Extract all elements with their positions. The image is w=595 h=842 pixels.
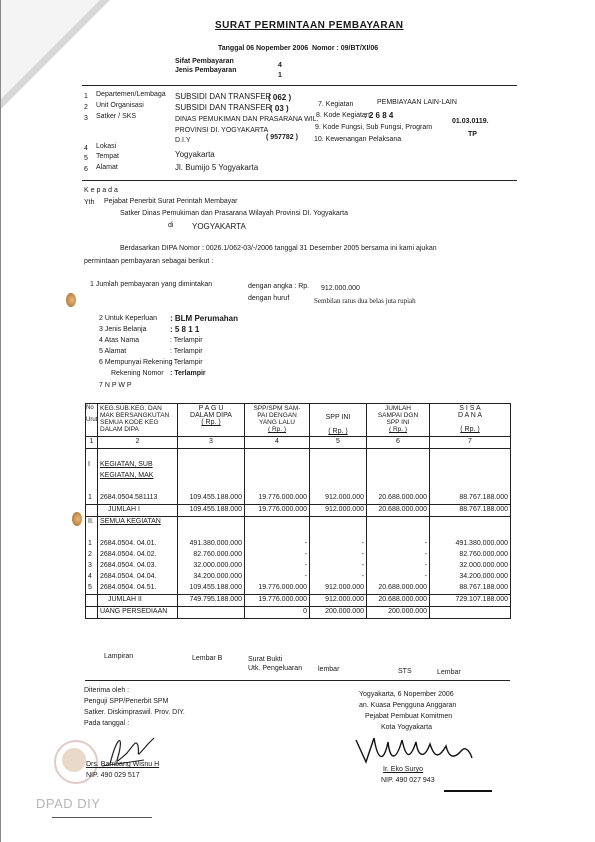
header-rp: ( Rp. ): [328, 428, 348, 435]
row-pagu: 109.455.188.000: [178, 493, 245, 505]
table-row: [86, 539, 511, 550]
alamat-label: Alamat: [96, 164, 118, 171]
total-lalu: 19.776.000.000: [245, 595, 310, 607]
body-text-line-1: Berdasarkan DIPA Nomor : 0026.1/062-03/-/2006 tanggal 31 Desember 2005 bersama ini kami ajukan: [120, 245, 437, 252]
persediaan-ini: 200.000.000: [310, 607, 367, 619]
satker-code: ( 957782 ): [266, 134, 298, 141]
receiver-line-2: Penguji SPP/Penerbit SPM: [84, 698, 169, 705]
huruf-label: dengan huruf: [248, 295, 290, 302]
departemen-code: ( 062 ): [268, 93, 292, 102]
persediaan-label: UANG PERSEDIAAN: [98, 607, 178, 619]
header-rp: ( Rp. ): [388, 426, 408, 433]
col-number: 3: [178, 437, 245, 449]
row-sisa: 32.000.000.000: [430, 561, 511, 572]
kode-fungsi-value: 01.03.0119.: [452, 118, 489, 125]
departemen-label: Departemen/Lembaga: [96, 91, 166, 98]
lampiran-sts: STS: [398, 668, 412, 675]
col-number: 6: [367, 437, 430, 449]
tempat-label: Tempat: [96, 153, 119, 160]
row-jumlah: -: [367, 561, 430, 572]
total-label: JUMLAH I: [98, 505, 178, 517]
alamat-detail-value: : Terlampir: [170, 348, 203, 355]
info-no: 1: [84, 93, 88, 100]
total-jumlah: 20.688.000.000: [367, 505, 430, 517]
kode-kegiatan-label: 8. Kode Kegiatan: [316, 112, 370, 119]
info-top-rule: [82, 85, 517, 86]
row-code: 2684.0504.581113: [98, 493, 178, 505]
row-number: 1: [86, 493, 98, 505]
row-ini: -: [310, 539, 367, 550]
atas-nama-value: : Terlampir: [170, 337, 203, 344]
watermark-text: DPAD DIY: [36, 796, 101, 811]
recipient-city: YOGYAKARTA: [192, 222, 246, 231]
row-pagu: 491.380.000.000: [178, 539, 245, 550]
table-row: [86, 482, 511, 493]
payment-label: 1 Jumlah pembayaran yang dimintakan: [90, 281, 213, 288]
row-pagu: 34.200.000.000: [178, 572, 245, 583]
row-code: 2684.0504. 04.03.: [98, 561, 178, 572]
jenis-value: 1: [278, 72, 282, 79]
table-total-row: [86, 505, 511, 517]
row-sisa: 88.767.188.000: [430, 583, 511, 595]
huruf-value: Sembilan ratus dua belas juta rupiah: [314, 297, 416, 305]
row-code: 2684.0504. 04.01.: [98, 539, 178, 550]
column-number-row: [86, 437, 511, 449]
row-number: 2: [86, 550, 98, 561]
rekening-nomor-value: : Terlampir: [170, 370, 206, 377]
table-header-row: [86, 404, 511, 437]
angka-value: 912.000.000: [321, 285, 360, 292]
row-jumlah: 20.688.000.000: [367, 493, 430, 505]
row-lalu: 19.776.000.000: [245, 493, 310, 505]
row-code: 2684.0504. 04.02.: [98, 550, 178, 561]
signer-name: Ir. Eko Suryo: [383, 766, 424, 773]
row-pagu: 109.455.188.000: [178, 583, 245, 595]
info-no: 4: [84, 145, 88, 152]
row-lalu: -: [245, 550, 310, 561]
lampiran-rule: [85, 680, 510, 681]
row-lalu: 19.776.000.000: [245, 583, 310, 595]
lampiran-lembar-2: Lembar: [437, 669, 461, 676]
table-total-row: [86, 595, 511, 607]
yth-label: Yth: [84, 199, 95, 206]
info-no: 5: [84, 155, 88, 162]
row-ini: 912.000.000: [310, 493, 367, 505]
col-number: 5: [310, 437, 367, 449]
table-persediaan-row: [86, 607, 511, 619]
document-title: SURAT PERMINTAAN PEMBAYARAN: [215, 20, 404, 31]
signer-line-2: an. Kuasa Pengguna Anggaran: [359, 702, 457, 709]
sifat-value: 4: [278, 62, 282, 69]
alamat-detail-label: 5 Alamat: [99, 348, 127, 355]
row-number: 3: [86, 561, 98, 572]
info-no: 3: [84, 115, 88, 122]
kode-fungsi-label: 9. Kode Fungsi, Sub Fungsi, Program: [315, 124, 433, 131]
sifat-label: Sifat Pembayaran: [175, 58, 234, 65]
row-number: 5: [86, 583, 98, 595]
receiver-name: Drs. Bambang Wisnu H: [86, 761, 160, 768]
row-lalu: -: [245, 561, 310, 572]
total-ini: 912.000.000: [310, 505, 367, 517]
row-ini: -: [310, 561, 367, 572]
official-stamp-center: [62, 748, 86, 772]
section-number: I: [86, 460, 98, 471]
header-kegiatan: KEG.SUB.KEG. DAN MAK BERSANGKUTAN SEMUA KODE KEG DALAM DIPA: [100, 405, 170, 433]
row-ini: -: [310, 550, 367, 561]
row-pagu: 82.760.000.000: [178, 550, 245, 561]
rekening-label: 6 Mempunyai Rekening: [99, 359, 173, 366]
angka-label: dengan angka : Rp.: [248, 283, 310, 290]
row-jumlah: -: [367, 539, 430, 550]
signer-place-date: Yogyakarta, 6 Nopember 2006: [359, 691, 454, 698]
kewenangan-label: 10. Kewenangan Pelaksana: [314, 136, 402, 143]
row-ini: -: [310, 572, 367, 583]
kepada-label: K e p a d a: [84, 187, 118, 194]
signer-line-4: Kota Yogyakarta: [381, 724, 432, 731]
table-row: [86, 583, 511, 595]
header-rp: ( Rp. ): [267, 426, 287, 433]
payment-table: [85, 403, 511, 619]
table-row: [86, 517, 511, 529]
table-row: [86, 572, 511, 583]
row-jumlah: -: [367, 572, 430, 583]
recipient-line-1: Pejabat Penerbit Surat Perintah Membayar: [104, 198, 238, 205]
lampiran-pengeluaran: Utk. Pengeluaran: [248, 665, 303, 672]
row-number: 4: [86, 572, 98, 583]
col-number: 1: [86, 437, 98, 449]
table-row: [86, 550, 511, 561]
total-ini: 912.000.000: [310, 595, 367, 607]
punch-hole: [72, 512, 82, 526]
row-number: 1: [86, 539, 98, 550]
header-jumlah: JUMLAH SAMPAI DGN SPP INI: [377, 405, 419, 426]
body-text-line-2: permintaan pembayaran sebagai berikut :: [84, 258, 214, 265]
document-date: Tanggal 06 Nopember 2006: [218, 45, 309, 52]
signer-line-3: Pejabat Pembuat Komitmen: [365, 713, 453, 720]
lampiran-lembar: lembar: [318, 666, 340, 673]
col-number: 4: [245, 437, 310, 449]
receiver-line-3: Satker. Diskimpraswil. Prov. DIY.: [84, 709, 185, 716]
header-spp-ini: SPP INI: [325, 414, 351, 421]
bottom-rule-left: [52, 817, 152, 818]
section-title-2: KEGIATAN, MAK: [98, 471, 178, 482]
header-rp: ( Rp. ): [460, 426, 480, 433]
section-number: II.: [86, 517, 98, 529]
lokasi-label: Lokasi: [96, 143, 117, 150]
row-ini: 912.000.000: [310, 583, 367, 595]
unit-label: Unit Organisasi: [96, 102, 144, 109]
bottom-rule-right: [444, 790, 492, 792]
document-number: Nomor : 09/BT/XI/06: [312, 45, 379, 52]
row-jumlah: -: [367, 550, 430, 561]
row-sisa: 82.760.000.000: [430, 550, 511, 561]
kode-kegiatan-value: : 2 6 8 4: [364, 111, 394, 120]
total-sisa: 88.767.188.000: [430, 505, 511, 517]
kegiatan-value: PEMBIAYAAN LAIN-LAIN: [377, 99, 457, 106]
persediaan-jumlah: 200.000.000: [367, 607, 430, 619]
table-row: [86, 471, 511, 482]
receiver-line-4: Pada tanggal :: [84, 720, 130, 727]
jenis-belanja-value: : 5 8 1 1: [170, 325, 200, 334]
header-spp-lalu: SPP/SPM SAM- PAI DENGAN YANG LALU: [253, 405, 301, 426]
punch-hole: [66, 293, 76, 307]
kode-fungsi-value-2: TP: [468, 131, 477, 138]
row-jumlah: 20.688.000.000: [367, 583, 430, 595]
receiver-line-1: Diterima oleh :: [84, 687, 130, 694]
total-jumlah: 20.688.000.000: [367, 595, 430, 607]
satker-label: Satker / SKS: [96, 113, 137, 120]
total-pagu: 749.795.188.000: [178, 595, 245, 607]
lampiran-lembar-b: Lembar B: [192, 655, 223, 662]
total-label: JUMLAH II: [98, 595, 178, 607]
satker-value-3: D.I.Y: [175, 137, 191, 144]
jenis-belanja-label: 3 Jenis Belanja: [99, 326, 147, 333]
row-sisa: 88.767.188.000: [430, 493, 511, 505]
header-rp: ( Rp. ): [201, 419, 221, 426]
total-sisa: 729.107.188.000: [430, 595, 511, 607]
kegiatan-label: 7. Kegiatan: [318, 101, 354, 108]
row-code: 2684.0504. 04.51.: [98, 583, 178, 595]
col-number: 7: [430, 437, 511, 449]
info-bottom-rule: [82, 180, 517, 181]
recipient-di: di: [168, 222, 174, 229]
satker-value-2: PROVINSI DI. YOGYAKARTA: [175, 127, 269, 134]
npwp-label: 7 N P W P: [99, 382, 132, 389]
tempat-value: Yogyakarta: [175, 150, 215, 159]
col-number: 2: [98, 437, 178, 449]
row-sisa: 34.200.000.000: [430, 572, 511, 583]
row-sisa: 491.380.000.000: [430, 539, 511, 550]
table-row: [86, 460, 511, 471]
satker-value: DINAS PEMUKIMAN DAN PRASARANA WIL.: [175, 116, 319, 123]
table-row: [86, 528, 511, 539]
signer-nip: NIP. 490 027 943: [381, 777, 435, 784]
header-pagu: P A G U DALAM DIPA: [190, 405, 232, 419]
info-no: 2: [84, 104, 88, 111]
section-title: KEGIATAN, SUB: [98, 460, 178, 471]
section-title: SEMUA KEGIATAN: [98, 517, 178, 529]
receiver-nip: NIP. 490 029 517: [86, 772, 140, 779]
rekening-value: : Terlampir: [170, 359, 203, 366]
table-row: [86, 449, 511, 461]
header-no: No: [86, 405, 94, 411]
keperluan-label: 2 Untuk Keperluan: [99, 315, 157, 322]
keperluan-value: : BLM Perumahan: [170, 314, 239, 323]
unit-value: SUBSIDI DAN TRANSFER: [175, 103, 272, 112]
header-no-urut: Urut: [86, 417, 98, 423]
row-lalu: -: [245, 539, 310, 550]
alamat-value: Jl. Bumijo 5 Yogyakarta: [175, 163, 259, 172]
total-lalu: 19.776.000.000: [245, 505, 310, 517]
departemen-value: SUBSIDI DAN TRANSFER: [175, 92, 272, 101]
rekening-nomor-label: Rekening Nomor: [111, 370, 164, 377]
row-code: 2684.0504. 04.04.: [98, 572, 178, 583]
row-pagu: 32.000.000.000: [178, 561, 245, 572]
recipient-line-2: Satker Dinas Pemukiman dan Prasarana Wilayah Provinsi DI. Yogyakarta: [120, 210, 348, 217]
table-row: [86, 493, 511, 505]
info-no: 6: [84, 166, 88, 173]
persediaan-lalu: 0: [245, 607, 310, 619]
jenis-label: Jenis Pembayaran: [175, 67, 237, 74]
row-lalu: -: [245, 572, 310, 583]
lampiran-surat-bukti: Surat Bukti: [248, 656, 283, 663]
scan-edge: [0, 0, 1, 842]
total-pagu: 109.455.188.000: [178, 505, 245, 517]
unit-code: ( 03 ): [270, 104, 289, 113]
atas-nama-label: 4 Atas Nama: [99, 337, 140, 344]
header-sisa: S I S A D A N A: [457, 405, 483, 419]
lampiran-label: Lampiran: [104, 653, 134, 660]
table-row: [86, 561, 511, 572]
